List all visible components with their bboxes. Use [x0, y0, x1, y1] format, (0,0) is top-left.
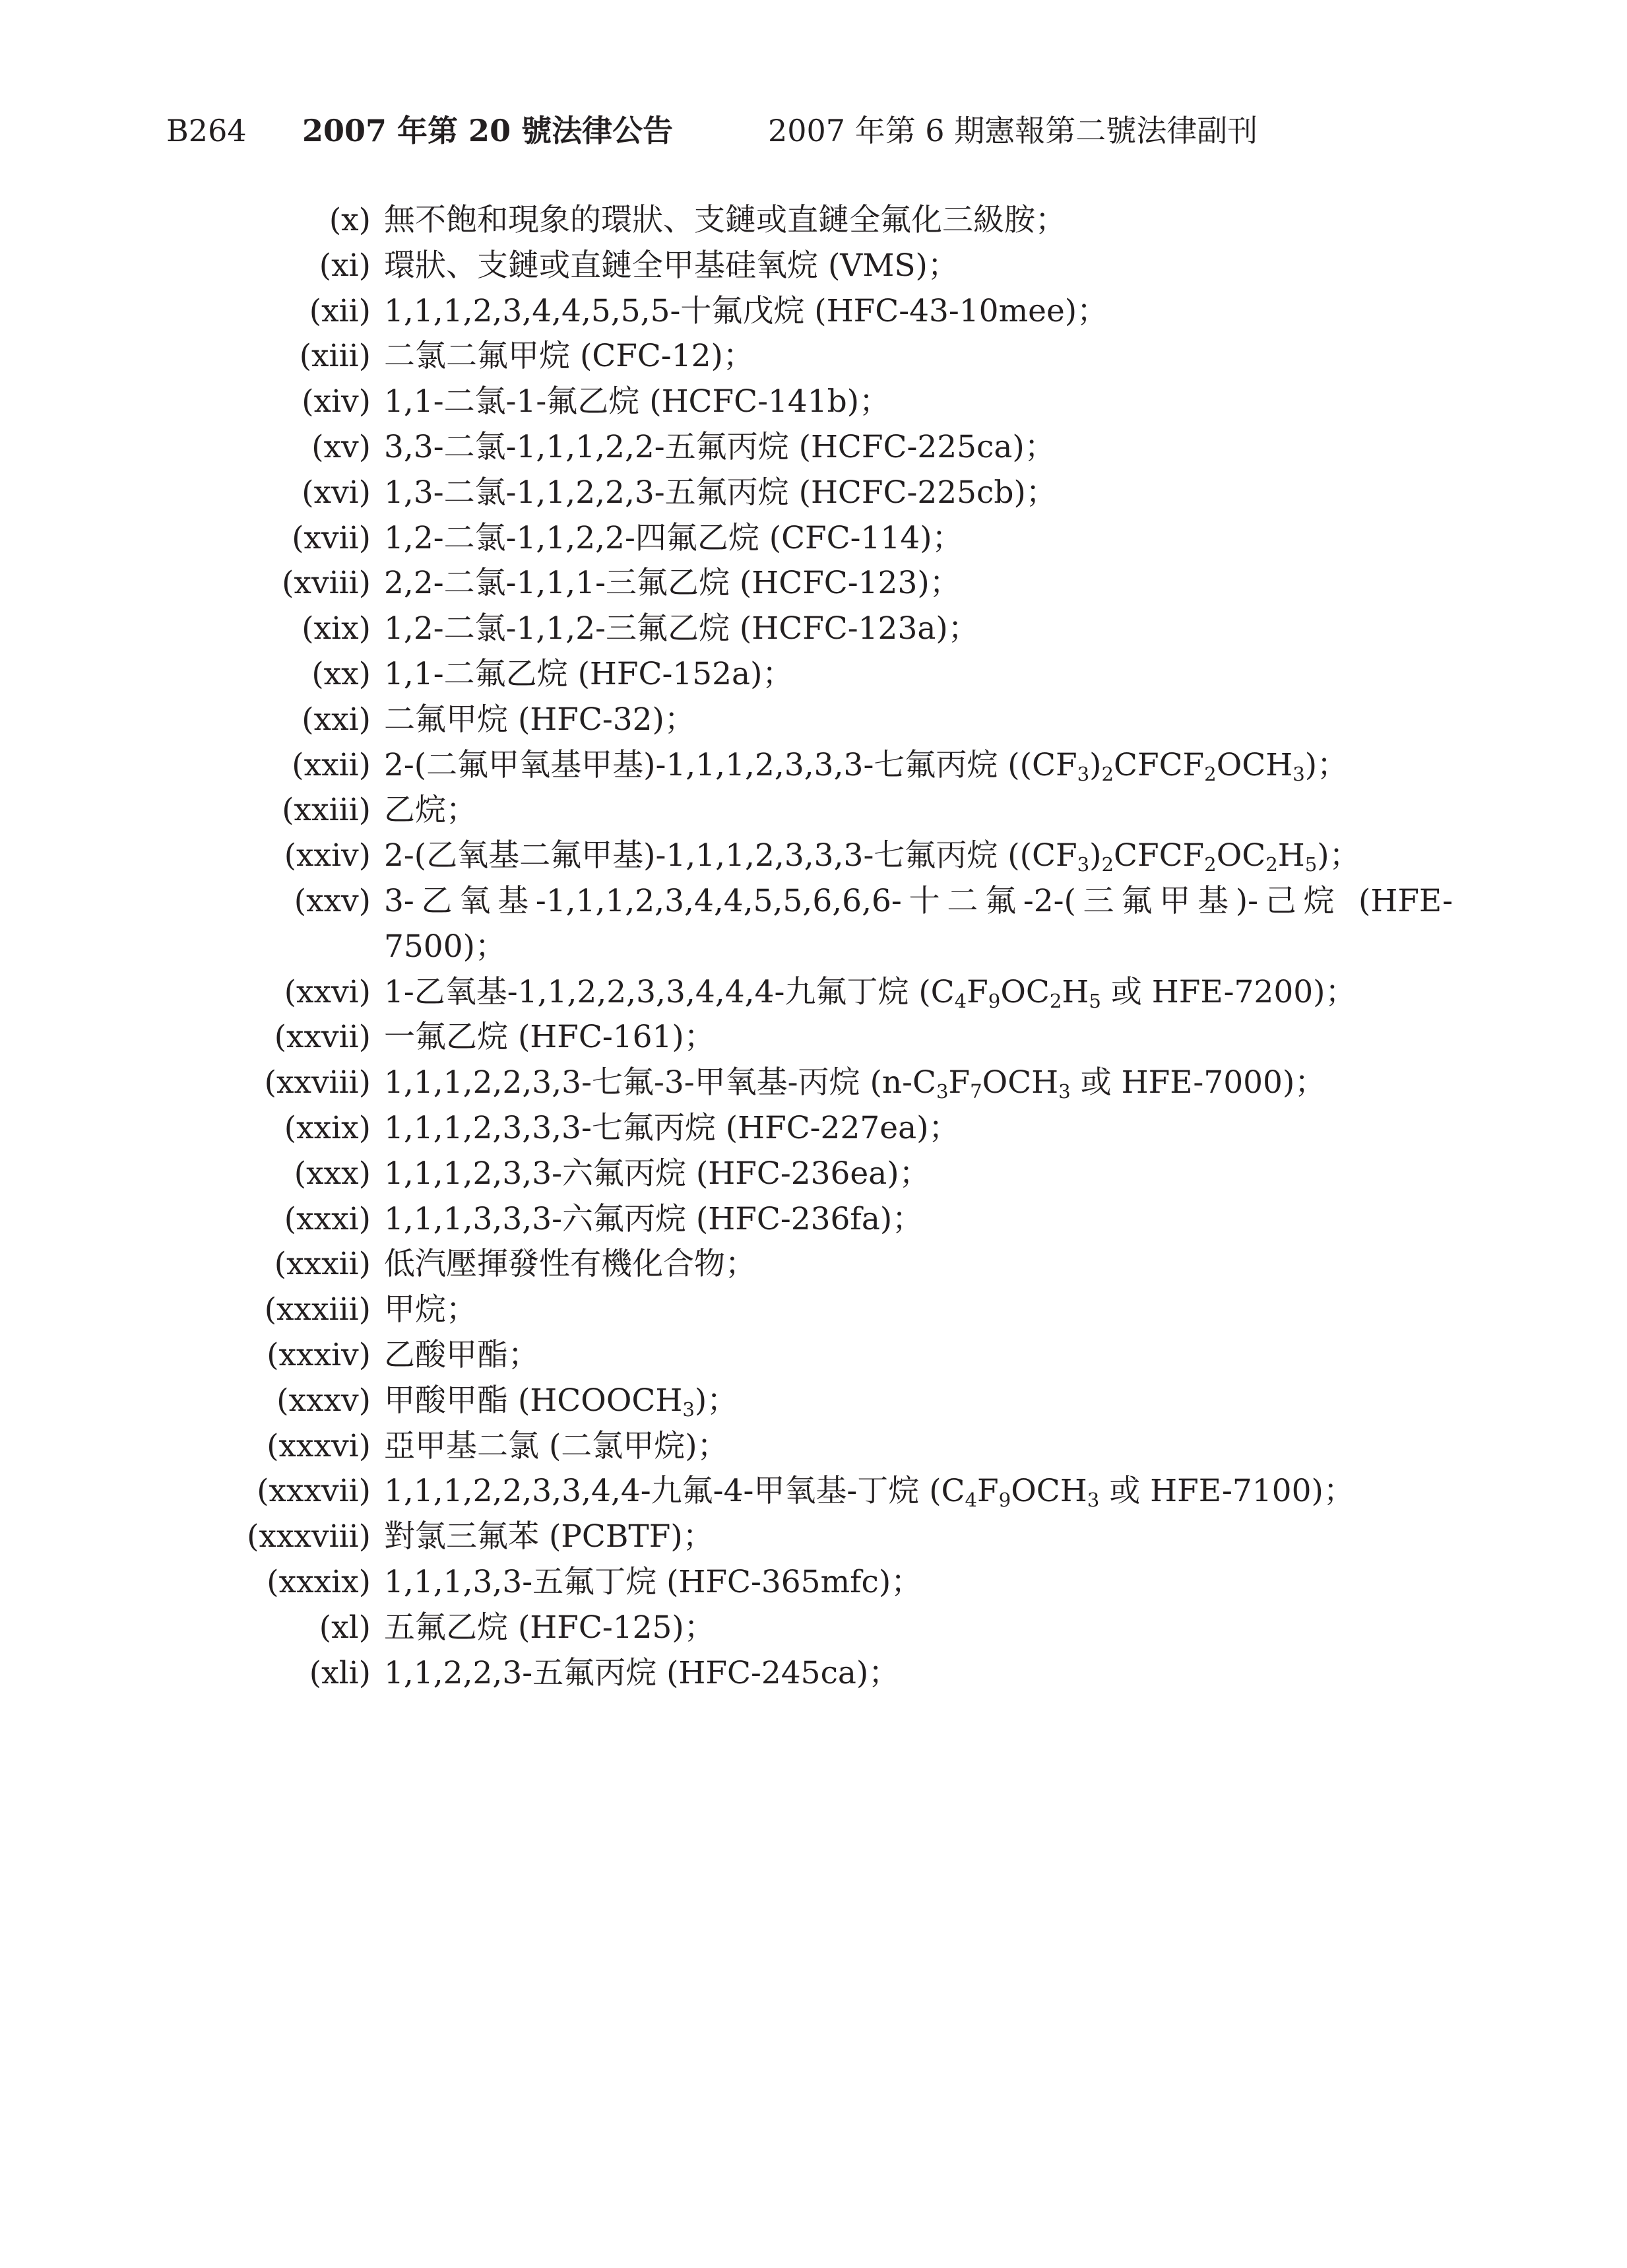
item-number: (xxiv): [284, 837, 371, 874]
item-text: 甲酸甲酯 $(HCOOCH_3)$；: [384, 1382, 738, 1421]
list-item: [0, 561, 1627, 606]
item-number: (xxvii): [274, 1019, 371, 1056]
list-item: [0, 1605, 1627, 1651]
item-number: (xxv): [294, 882, 371, 919]
list-item: [0, 1651, 1627, 1697]
list-item: [0, 470, 1627, 516]
item-text: 2-(乙氧基二氟甲基)-1,1,1,2,3,3,3-七氟丙烷 $((CF_3)_2CFCF_2OC_2H_5)$；: [384, 837, 1360, 876]
item-number: (xiii): [299, 338, 371, 375]
list-item: [0, 743, 1627, 789]
item-number: (xix): [302, 610, 371, 647]
item-text: 二氯二氟甲烷 (CFC-12)；: [384, 338, 754, 375]
item-text: 1,1-二氟乙烷 (HFC-152a)；: [384, 655, 794, 692]
list-item: [0, 1242, 1627, 1287]
item-number: (xl): [319, 1609, 371, 1646]
item-text: 1,1,1,2,3,3-六氟丙烷 (HFC-236ea)；: [384, 1155, 930, 1192]
item-text: 1,1,1,3,3,3-六氟丙烷 (HFC-236fa)；: [384, 1200, 924, 1237]
item-number: (x): [329, 202, 371, 238]
item-text: 1,1,1,2,2,3,3-七氟-3-甲氧基-丙烷 ($n-C_3F_7OCH_3$ 或 HFE-7000)；: [384, 1064, 1326, 1103]
list-item: [0, 1378, 1627, 1424]
item-text: 1,1,1,3,3-五氟丁烷 (HFC-365mfc)；: [384, 1563, 922, 1600]
item-text: 1,1,1,2,2,3,3,4,4-九氟-4-甲氧基-丁烷 ($C_4F_9OCH_3$ 或 HFE-7100)；: [384, 1473, 1355, 1512]
item-text: 二氟甲烷 (HFC-32)；: [384, 701, 695, 738]
item-number: (xxii): [292, 746, 371, 783]
list-item: [0, 198, 1627, 243]
item-number: (xli): [309, 1654, 371, 1691]
item-text: 環狀、支鏈或直鏈全甲基硅氧烷 (VMS)；: [384, 247, 959, 284]
item-number: (xxxiv): [267, 1336, 371, 1373]
list-item: [0, 1333, 1627, 1378]
item-number: (xxxix): [267, 1563, 371, 1600]
list-item: [0, 1197, 1627, 1243]
item-text: 無不飽和現象的環狀、支鏈或直鏈全氟化三級胺；: [384, 202, 1066, 238]
item-number: (xxxviii): [247, 1518, 371, 1555]
item-text: 乙烷；: [384, 792, 477, 829]
item-number: (xxxii): [274, 1246, 371, 1283]
item-text: 1,3-二氯-1,1,2,2,3-五氟丙烷 (HCFC-225cb)；: [384, 474, 1057, 511]
item-number: (xv): [311, 428, 371, 465]
item-number: (xvi): [302, 474, 371, 511]
list-item: [0, 1106, 1627, 1151]
list-item: [0, 1560, 1627, 1605]
list-item: [0, 334, 1627, 379]
item-text: 1,2-二氯-1,1,2,2-四氟乙烷 (CFC-114)；: [384, 519, 963, 556]
page-header: [166, 110, 1627, 152]
item-text: 1,1,1,2,3,3,3-七氟丙烷 (HFC-227ea)；: [384, 1109, 960, 1146]
item-number: (xii): [309, 292, 371, 329]
list-item: [0, 879, 1627, 970]
item-number: (xxxvii): [257, 1473, 371, 1510]
list-item: [0, 1060, 1627, 1106]
item-text: 五氟乙烷 (HFC-125)；: [384, 1609, 715, 1646]
item-text: 1-乙氧基-1,1,2,2,3,3,4,4,4-九氟丁烷 ($C_4F_9OC_2H_5$ 或 HFE-7200)；: [384, 973, 1356, 1012]
list-item: [0, 697, 1627, 743]
list-item: [0, 516, 1627, 562]
item-number: (xviii): [282, 565, 371, 602]
item-text: 1,1,2,2,3-五氟丙烷 (HFC-245ca)；: [384, 1654, 900, 1691]
item-number: (xxxi): [284, 1200, 371, 1237]
item-text: 甲烷；: [384, 1291, 477, 1328]
list-item: [0, 1015, 1627, 1060]
list-item: [0, 833, 1627, 879]
list-item: [0, 788, 1627, 833]
item-text: 1,1-二氯-1-氟乙烷 (HCFC-141b)；: [384, 383, 891, 420]
list-item: [0, 652, 1627, 697]
item-number: (xxix): [284, 1109, 371, 1146]
item-text: 亞甲基二氯 (二氯甲烷)；: [384, 1427, 728, 1464]
list-item: [0, 243, 1627, 289]
list-item: [0, 1287, 1627, 1333]
list-item: [0, 1469, 1627, 1514]
item-text: 1,1,1,2,3,4,4,5,5,5-十氟戊烷 (HFC-43-10mee)；: [384, 292, 1108, 329]
list-item: [0, 1424, 1627, 1470]
legal-notice-title: 2007 年第 20 號法律公告: [302, 113, 674, 148]
item-number: (xxxvi): [267, 1427, 371, 1464]
item-text: 3-乙氧基-1,1,1,2,3,4,4,5,5,6,6,6-十二氟-2-(三氟甲基)-己烷 (HFE-7500)；: [384, 882, 1453, 965]
page-number: B264: [166, 113, 247, 148]
item-number: (xxx): [294, 1155, 371, 1192]
list-item: [0, 1514, 1627, 1560]
list-item: [0, 1151, 1627, 1197]
item-number: (xiv): [302, 383, 371, 420]
item-number: (xxviii): [264, 1064, 371, 1101]
item-number: (xxi): [302, 701, 371, 738]
item-text: 2,2-二氯-1,1,1-三氟乙烷 (HCFC-123)；: [384, 565, 961, 602]
list-item: [0, 425, 1627, 470]
item-number: (xxvi): [284, 973, 371, 1010]
item-text: 對氯三氟苯 (PCBTF)；: [384, 1518, 714, 1555]
item-text: 一氟乙烷 (HFC-161)；: [384, 1019, 715, 1056]
item-number: (xvii): [292, 519, 371, 556]
item-text: 1,2-二氯-1,1,2-三氟乙烷 (HCFC-123a)；: [384, 610, 979, 647]
gazette-supplement-title: 2007 年第 6 期憲報第二號法律副刊: [768, 113, 1258, 148]
item-number: (xxxv): [276, 1382, 371, 1419]
item-text: 低汽壓揮發性有機化合物；: [384, 1246, 756, 1283]
item-number: (xxxiii): [264, 1291, 371, 1328]
item-text: 2-(二氟甲氧基甲基)-1,1,1,2,3,3,3-七氟丙烷 $((CF_3)_2CFCF_2OCH_3)$；: [384, 746, 1349, 785]
item-number: (xi): [319, 247, 371, 284]
item-text: 3,3-二氯-1,1,1,2,2-五氟丙烷 (HCFC-225ca)；: [384, 428, 1056, 465]
list-item: [0, 379, 1627, 425]
list-item: [0, 289, 1627, 335]
list-item: [0, 970, 1627, 1016]
list-item: [0, 606, 1627, 652]
item-number: (xx): [311, 655, 371, 692]
item-text: 乙酸甲酯；: [384, 1336, 539, 1373]
item-number: (xxiii): [282, 792, 371, 829]
compound-list: [0, 198, 1627, 1696]
